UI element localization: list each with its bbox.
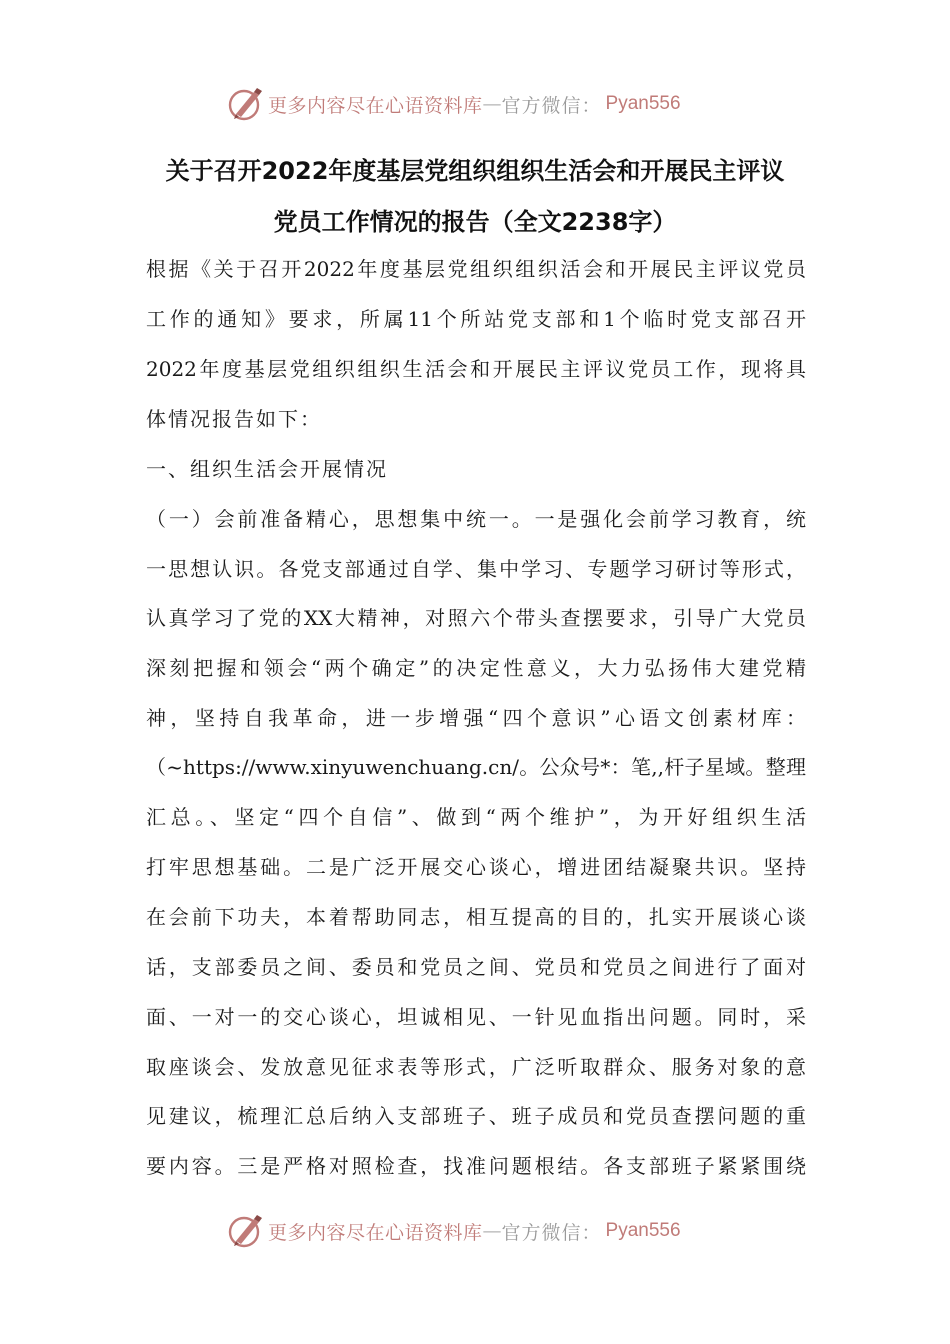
body-line: 深刻把握和领会“两个确定”的决定性意义，大力弘扬伟大建党精	[146, 656, 806, 680]
body-line: 神，坚持自我革命，进一步增强“四个意识”心语文创素材库：	[146, 706, 806, 730]
body-line: 取座谈会、发放意见征求表等形式，广泛听取群众、服务对象的意	[146, 1055, 806, 1079]
body-line: 认真学习了党的XX大精神，对照六个带头查摆要求，引导广大党员	[146, 606, 806, 630]
section-heading: 一、组织生活会开展情况	[146, 457, 388, 481]
pen-logo-icon	[226, 1211, 266, 1251]
watermark-wechat-id: Pyan556	[605, 93, 681, 114]
watermark-wechat-label: 官方微信：	[501, 1221, 602, 1244]
body-line: 汇总。、坚定“四个自信”、做到“两个维护”，为开好组织生活	[146, 805, 806, 829]
body-line: （~https://www.xinyuwenchuang.cn/。公众号*：笔,,杆子星域。整理	[146, 755, 806, 779]
body-line: 话，支部委员之间、委员和党员之间、党员和党员之间进行了面对	[146, 955, 806, 979]
watermark-text: 更多内容尽在心语资料库	[268, 94, 483, 117]
watermark-wechat-id: Pyan556	[605, 1220, 681, 1241]
watermark-separator: —	[482, 93, 502, 115]
watermark-text: 更多内容尽在心语资料库	[268, 1221, 483, 1244]
watermark-wechat-label: 官方微信：	[501, 94, 602, 117]
body-line: 2022年度基层党组织组织生活会和开展民主评议党员工作，现将具	[146, 357, 806, 381]
body-line: 面、一对一的交心谈心，坦诚相见、一针见血指出问题。同时，采	[146, 1005, 806, 1029]
body-line: 工作的通知》要求，所属11个所站党支部和1个临时党支部召开	[146, 307, 806, 331]
watermark-separator: —	[482, 1220, 502, 1242]
watermark-banner-bottom	[226, 1211, 746, 1251]
document-title-line-1: 关于召开2022年度基层党组织组织生活会和开展民主评议	[165, 157, 785, 185]
body-line: 打牢思想基础。二是广泛开展交心谈心，增进团结凝聚共识。坚持	[146, 855, 806, 879]
body-line: （一）会前准备精心，思想集中统一。一是强化会前学习教育，统	[146, 507, 806, 531]
body-line: 体情况报告如下：	[146, 407, 322, 431]
document-title-line-2: 党员工作情况的报告（全文2238字）	[273, 208, 677, 236]
body-line: 要内容。三是严格对照检查，找准问题根结。各支部班子紧紧围绕	[146, 1154, 806, 1178]
body-line: 在会前下功夫，本着帮助同志，相互提高的目的，扎实开展谈心谈	[146, 905, 806, 929]
pen-logo-icon	[226, 84, 266, 124]
body-line: 见建议，梳理汇总后纳入支部班子、班子成员和党员查摆问题的重	[146, 1104, 806, 1128]
body-line: 根据《关于召开2022年度基层党组织组织活会和开展民主评议党员	[146, 257, 806, 281]
body-line: 一思想认识。各党支部通过自学、集中学习、专题学习研讨等形式，	[146, 557, 806, 581]
watermark-banner-top	[226, 84, 746, 124]
